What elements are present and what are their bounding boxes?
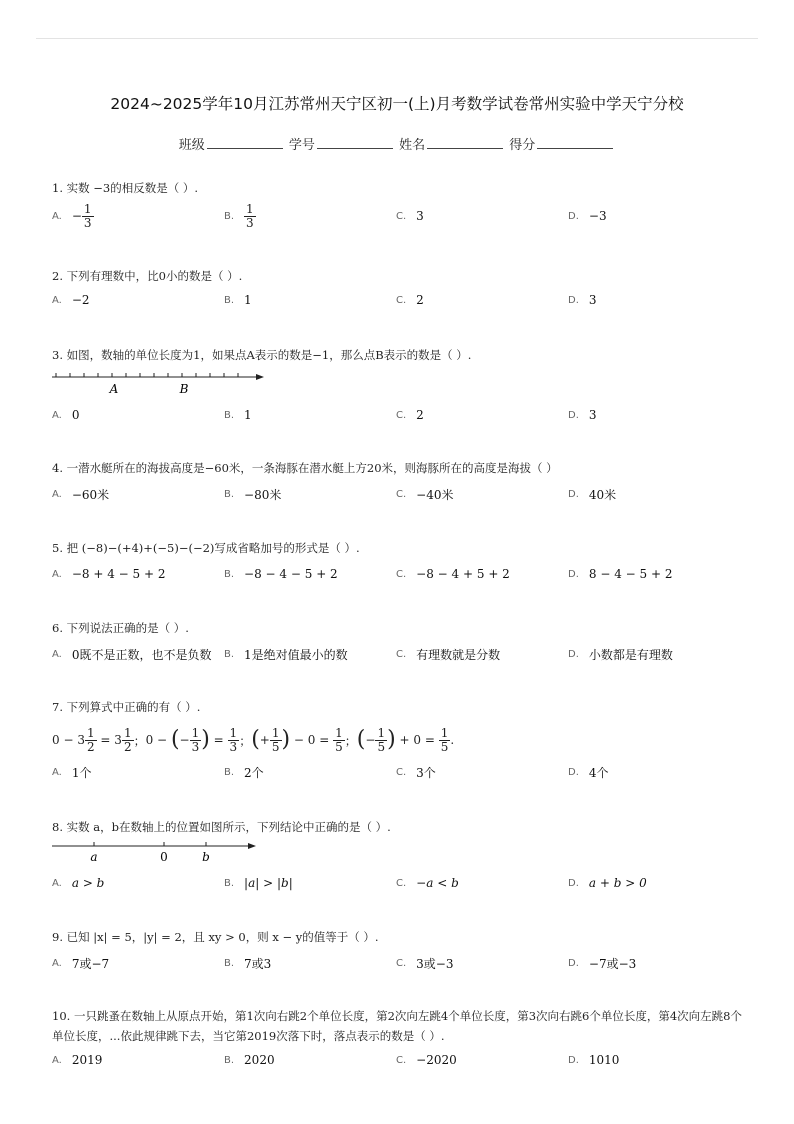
question-6 <box>52 618 752 638</box>
number-line-figure-1 <box>50 366 270 396</box>
option-b[interactable]: B. 1 <box>224 408 252 422</box>
question-7 <box>52 697 752 717</box>
expr-4: ( − $\frac{1}{5}$ ) + 0 = $\frac{1}{5}$ . <box>356 725 455 754</box>
expr-2: 0 − ( − $\frac{1}{3}$ ) = $\frac{1}{3}$ ； <box>145 725 252 754</box>
question-4-options <box>52 478 752 510</box>
option-b[interactable]: B. 2020 <box>224 1053 275 1067</box>
option-d[interactable]: D. 3 <box>568 293 597 307</box>
option-d[interactable]: D. −7或−3 <box>568 956 637 971</box>
option-c[interactable]: C. −a < b <box>396 876 459 890</box>
option-d[interactable]: D. 1010 <box>568 1053 620 1067</box>
question-6-options <box>52 638 752 670</box>
option-b[interactable]: B. $\frac{1}{3}$ <box>224 201 254 230</box>
question-stem: 10. 一只跳蚤在数轴上从原点开始，第1次向右跳2个单位长度，第2次向左跳4个单位长度，第3次向右跳6个单位长度，第4次向左跳8个单位长度，...依此规律跳下去，当它第2019次落下时，落点表示的数是（ ）. <box>52 1009 742 1043</box>
option-c[interactable]: C. −2020 <box>396 1053 457 1067</box>
question-8-options <box>52 867 752 899</box>
option-a[interactable]: A. −2 <box>52 293 90 307</box>
option-a[interactable]: A. − $\frac{1}{3}$ <box>52 201 92 230</box>
option-d[interactable]: D. 40米 <box>568 487 617 502</box>
option-b[interactable]: B. 1 <box>224 293 252 307</box>
option-c[interactable]: C. 有理数就是分数 <box>396 647 501 662</box>
question-8 <box>52 817 752 837</box>
option-d[interactable]: D. 3 <box>568 408 597 422</box>
option-d[interactable]: D. 8 − 4 − 5 + 2 <box>568 567 673 581</box>
question-7-options <box>52 756 752 788</box>
option-a[interactable]: A. 2019 <box>52 1053 103 1067</box>
student-id-blank[interactable] <box>317 136 393 149</box>
option-a[interactable]: A. 1个 <box>52 765 92 780</box>
option-d[interactable]: D. −3 <box>568 209 607 223</box>
expr-3: ( + $\frac{1}{5}$ ) − 0 = $\frac{1}{5}$ ； <box>251 725 357 754</box>
axis-arrow <box>256 374 264 380</box>
point-a-label: a <box>90 850 98 864</box>
top-rule <box>36 38 758 39</box>
option-a[interactable]: A. a > b <box>52 876 105 890</box>
question-stem: 5. 把 (−8)−(+4)+(−5)−(−2)写成省略加号的形式是（ ）. <box>52 541 360 555</box>
question-10-options <box>52 1044 752 1076</box>
question-2-options <box>52 284 752 316</box>
option-c[interactable]: C. 2 <box>396 408 424 422</box>
option-c[interactable]: C. 3个 <box>396 765 436 780</box>
page-title: 2024~2025学年10月江苏常州天宁区初一(上)月考数学试卷常州实验中学天宁分校 <box>110 95 684 113</box>
score-blank[interactable] <box>537 136 613 149</box>
option-c[interactable]: C. −8 − 4 + 5 + 2 <box>396 567 510 581</box>
option-d[interactable]: D. 4个 <box>568 765 609 780</box>
option-a[interactable]: A. 0 <box>52 408 80 422</box>
option-b[interactable]: B. −80米 <box>224 487 282 502</box>
name-blank[interactable] <box>427 136 503 149</box>
question-stem: 7. 下列算式中正确的有（ ）. <box>52 700 201 714</box>
option-b[interactable]: B. |a| > |b| <box>224 876 293 890</box>
question-2 <box>52 266 752 286</box>
class-label: 班级 <box>178 138 205 153</box>
question-4 <box>52 458 752 478</box>
question-5 <box>52 538 752 558</box>
question-5-options <box>52 558 752 590</box>
question-1 <box>52 178 752 198</box>
fraction: $\frac{1}{3}$ <box>83 201 92 230</box>
question-9 <box>52 927 752 947</box>
option-c[interactable]: C. 3或−3 <box>396 956 454 971</box>
student-id-label: 学号 <box>288 138 315 153</box>
question-10 <box>52 1006 742 1046</box>
point-b-label: B <box>179 382 189 396</box>
question-stem: 3. 如图，数轴的单位长度为1，如果点A表示的数是−1，那么点B表示的数是（ ）. <box>52 348 472 362</box>
option-a[interactable]: A. 0既不是正数，也不是负数 <box>52 647 212 662</box>
fraction: $\frac{1}{3}$ <box>246 201 254 230</box>
option-c[interactable]: C. 2 <box>396 293 424 307</box>
question-stem: 8. 实数 a，b在数轴上的位置如图所示，下列结论中正确的是（ ）. <box>52 820 391 834</box>
class-blank[interactable] <box>207 136 283 149</box>
question-9-options <box>52 947 752 979</box>
question-3-options <box>52 399 752 431</box>
option-a[interactable]: A. −8 + 4 − 5 + 2 <box>52 567 166 581</box>
option-d[interactable]: D. 小数都是有理数 <box>568 647 673 662</box>
point-b-label: b <box>202 850 210 864</box>
axis-ticks <box>56 373 238 377</box>
student-info-row <box>0 134 794 153</box>
question-1-options <box>52 200 752 232</box>
question-stem: 1. 实数 −3的相反数是（ ）. <box>52 181 199 195</box>
question-stem: 6. 下列说法正确的是（ ）. <box>52 621 189 635</box>
point-a-label: A <box>109 382 119 396</box>
option-b[interactable]: B. −8 − 4 − 5 + 2 <box>224 567 338 581</box>
question-stem: 2. 下列有理数中，比0小的数是（ ）. <box>52 269 243 283</box>
question-7-expressions <box>52 725 454 755</box>
question-3 <box>52 345 752 365</box>
option-d[interactable]: D. a + b > 0 <box>568 876 647 890</box>
option-c[interactable]: C. 3 <box>396 209 424 223</box>
option-b[interactable]: B. 7或3 <box>224 956 272 971</box>
option-c[interactable]: C. −40米 <box>396 487 454 502</box>
name-label: 姓名 <box>399 138 426 153</box>
origin-label: 0 <box>160 850 168 864</box>
question-stem: 9. 已知 |x| = 5，|y| = 2，且 xy > 0，则 x − y的值等于（ ）. <box>52 930 379 944</box>
axis-arrow <box>248 843 256 849</box>
number-line-figure-2 <box>50 838 265 866</box>
option-a[interactable]: A. 7或−7 <box>52 956 110 971</box>
option-a[interactable]: A. −60米 <box>52 487 110 502</box>
option-b[interactable]: B. 1是绝对值最小的数 <box>224 647 348 662</box>
question-stem: 4. 一潜水艇所在的海拔高度是−60米，一条海豚在潜水艇上方20米，则海豚所在的高度是海拔（ ） <box>52 461 558 475</box>
expr-1: 0 − 3 $\frac{1}{2}$ = 3 $\frac{1}{2}$ ； <box>52 725 146 754</box>
option-b[interactable]: B. 2个 <box>224 765 264 780</box>
score-label: 得分 <box>509 138 536 153</box>
